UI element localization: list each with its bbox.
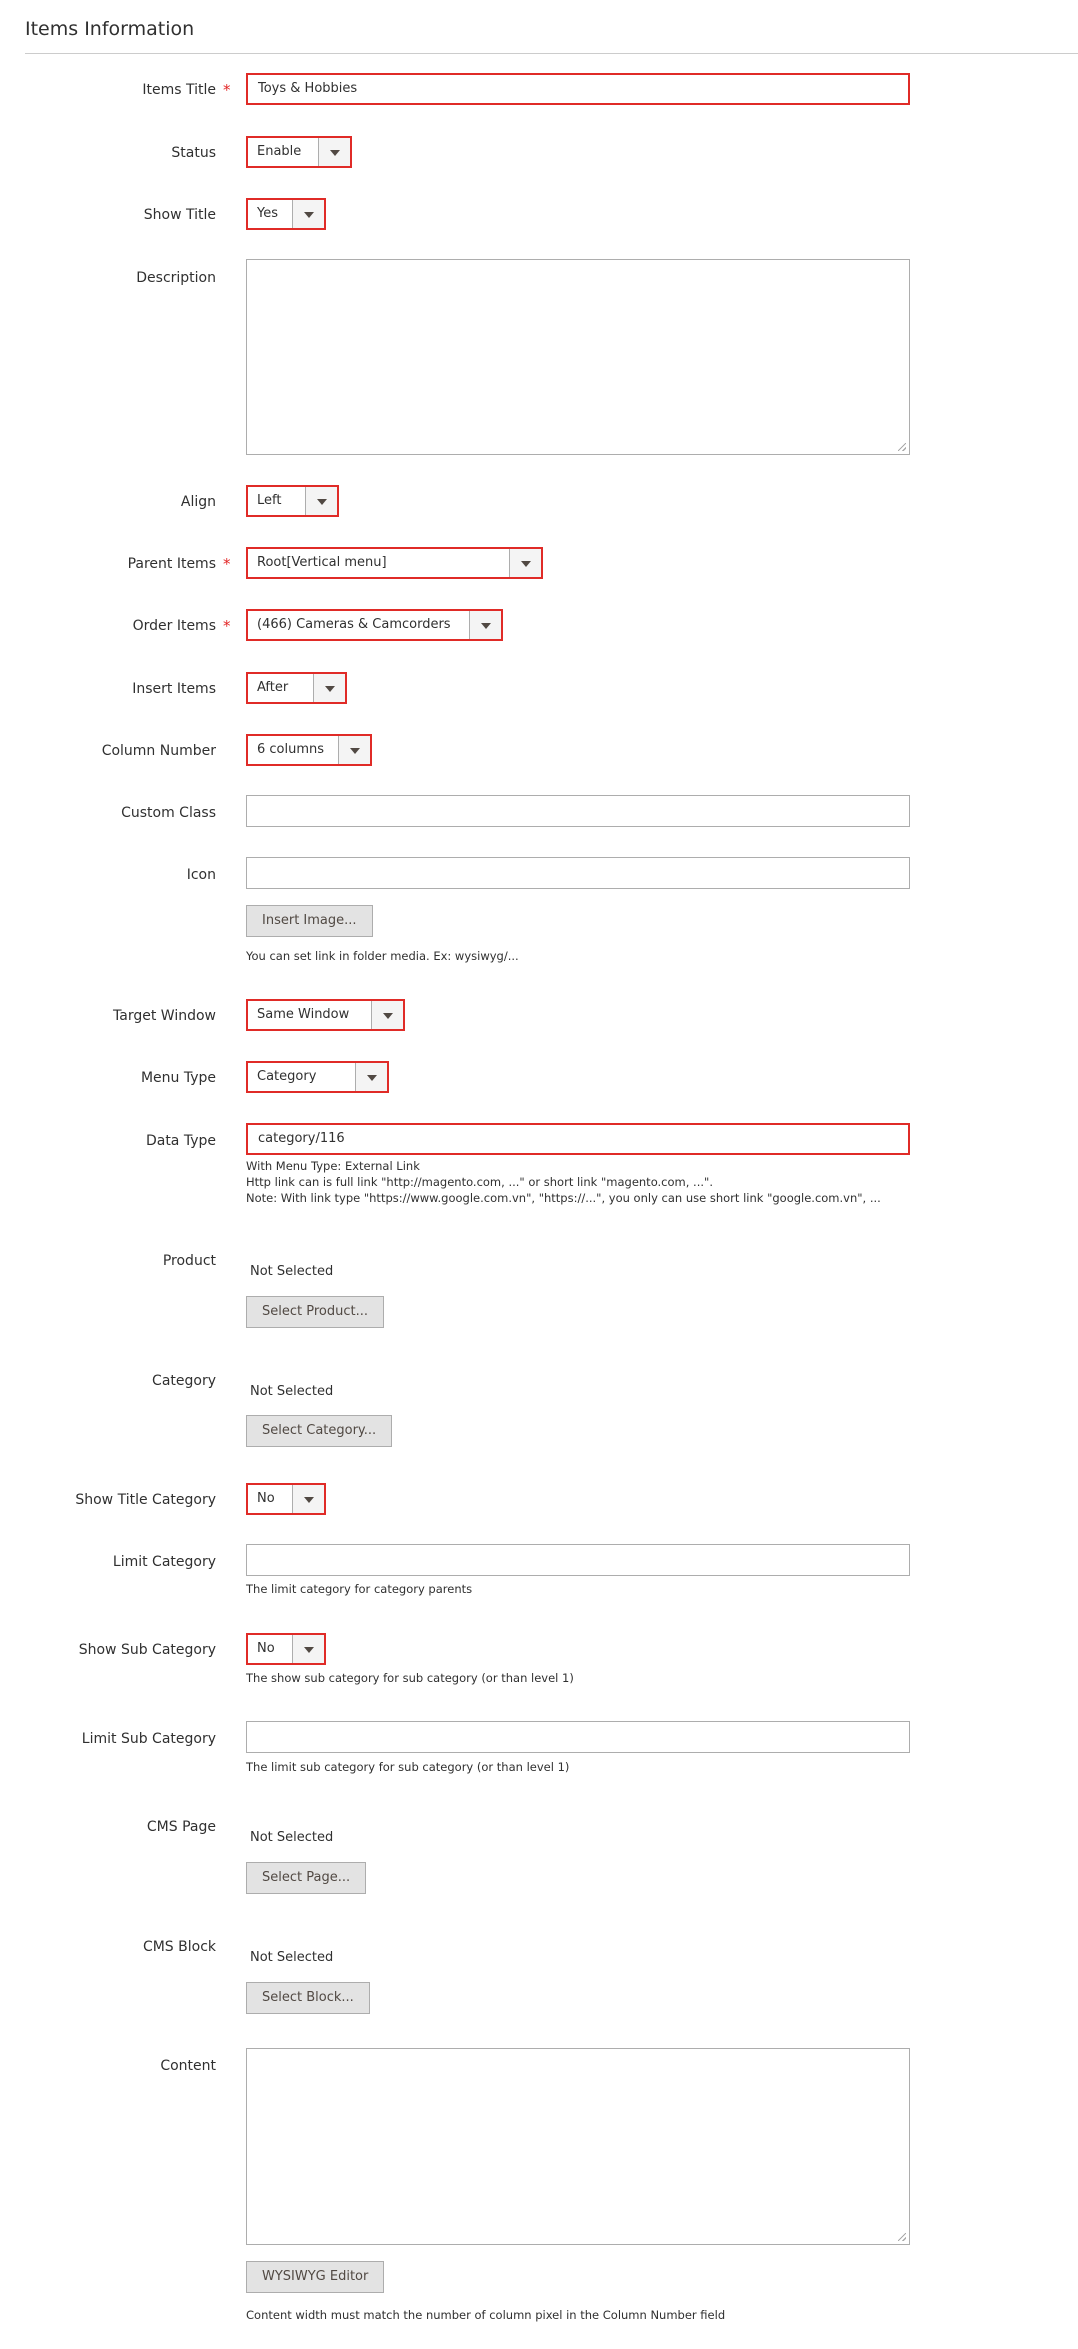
insert-image-button[interactable]: Insert Image... [246,905,373,937]
items-title-label: Items Title [142,82,216,98]
content-textarea[interactable] [246,2048,910,2245]
icon-note: You can set link in folder media. Ex: wysiwyg/... [246,949,519,963]
menu-type-value: Category [257,1069,317,1084]
section-divider [25,53,1078,54]
limit-sub-category-label: Limit Sub Category [81,1731,216,1747]
chevron-down-icon [371,1001,403,1029]
parent-items-select[interactable] [246,547,543,579]
data-type-note-3: Note: With link type "https://www.google.com.vn", "https://...", you only can use short link "google.com.vn", ... [246,1191,881,1205]
show-title-select[interactable] [246,198,326,230]
show-title-value: Yes [257,206,278,221]
column-number-select[interactable] [246,734,372,766]
limit-sub-category-input[interactable] [246,1721,910,1753]
show-title-label: Show Title [143,207,216,223]
cms-block-label: CMS Block [142,1939,216,1955]
product-label: Product [162,1253,216,1269]
show-title-category-select[interactable] [246,1483,326,1515]
chevron-down-icon [292,1485,324,1513]
product-status: Not Selected [250,1264,334,1279]
order-items-select[interactable] [246,609,503,641]
chevron-down-icon [469,611,501,639]
show-sub-category-select[interactable] [246,1633,326,1665]
icon-label: Icon [186,867,216,883]
data-type-label: Data Type [145,1133,216,1149]
show-sub-category-label: Show Sub Category [78,1642,216,1658]
cms-page-label: CMS Page [146,1819,216,1835]
description-label: Description [136,270,216,286]
chevron-down-icon [305,487,337,515]
required-marker: * [223,555,231,573]
target-window-label: Target Window [113,1008,216,1024]
resize-grip-icon[interactable] [898,443,906,451]
data-type-input[interactable]: category/116 [246,1123,910,1155]
wysiwyg-editor-button[interactable]: WYSIWYG Editor [246,2261,384,2293]
target-window-value: Same Window [257,1007,350,1022]
chevron-down-icon [338,736,370,764]
select-block-button[interactable]: Select Block... [246,1982,370,2014]
insert-items-value: After [257,680,289,695]
chevron-down-icon [509,549,541,577]
parent-items-label: Parent Items [127,556,216,572]
select-category-button[interactable]: Select Category... [246,1415,392,1447]
content-note: Content width must match the number of column pixel in the Column Number field [246,2308,726,2322]
required-marker: * [223,617,231,635]
parent-items-value: Root[Vertical menu] [257,555,387,570]
insert-items-label: Insert Items [132,681,216,697]
chevron-down-icon [318,138,350,166]
menu-type-label: Menu Type [140,1070,216,1086]
status-label: Status [171,145,216,161]
category-status: Not Selected [250,1384,334,1399]
order-items-value: (466) Cameras & Camcorders [257,617,451,632]
limit-category-input[interactable] [246,1544,910,1576]
resize-grip-icon[interactable] [898,2233,906,2241]
status-select[interactable] [246,136,352,168]
column-number-value: 6 columns [257,742,325,757]
select-page-button[interactable]: Select Page... [246,1862,366,1894]
menu-type-select[interactable] [246,1061,389,1093]
show-sub-category-value: No [257,1641,275,1656]
items-title-input[interactable]: Toys & Hobbies [246,73,910,105]
show-title-category-label: Show Title Category [75,1492,216,1508]
column-number-label: Column Number [101,743,216,759]
description-textarea[interactable] [246,259,910,455]
chevron-down-icon [292,1635,324,1663]
data-type-note-2: Http link can is full link "http://magento.com, ..." or short link "magento.com, ...". [246,1175,713,1189]
show-title-category-value: No [257,1491,275,1506]
insert-items-select[interactable] [246,672,347,704]
status-value: Enable [257,144,302,159]
required-marker: * [223,81,231,99]
content-label: Content [160,2058,216,2074]
chevron-down-icon [355,1063,387,1091]
custom-class-label: Custom Class [121,805,216,821]
limit-sub-category-note: The limit sub category for sub category (or than level 1) [246,1760,570,1774]
limit-category-label: Limit Category [112,1554,216,1570]
custom-class-input[interactable] [246,795,910,827]
cms-block-status: Not Selected [250,1950,334,1965]
select-product-button[interactable]: Select Product... [246,1296,384,1328]
target-window-select[interactable] [246,999,405,1031]
limit-category-note: The limit category for category parents [246,1582,473,1596]
show-sub-category-note: The show sub category for sub category (or than level 1) [246,1671,574,1685]
order-items-label: Order Items [132,618,216,634]
data-type-note-1: With Menu Type: External Link [246,1159,420,1173]
section-title: Items Information [25,18,195,40]
chevron-down-icon [292,200,324,228]
icon-input[interactable] [246,857,910,889]
category-label: Category [152,1373,216,1389]
cms-page-status: Not Selected [250,1830,334,1845]
align-value: Left [257,493,282,508]
align-label: Align [180,494,216,510]
chevron-down-icon [313,674,345,702]
align-select[interactable] [246,485,339,517]
